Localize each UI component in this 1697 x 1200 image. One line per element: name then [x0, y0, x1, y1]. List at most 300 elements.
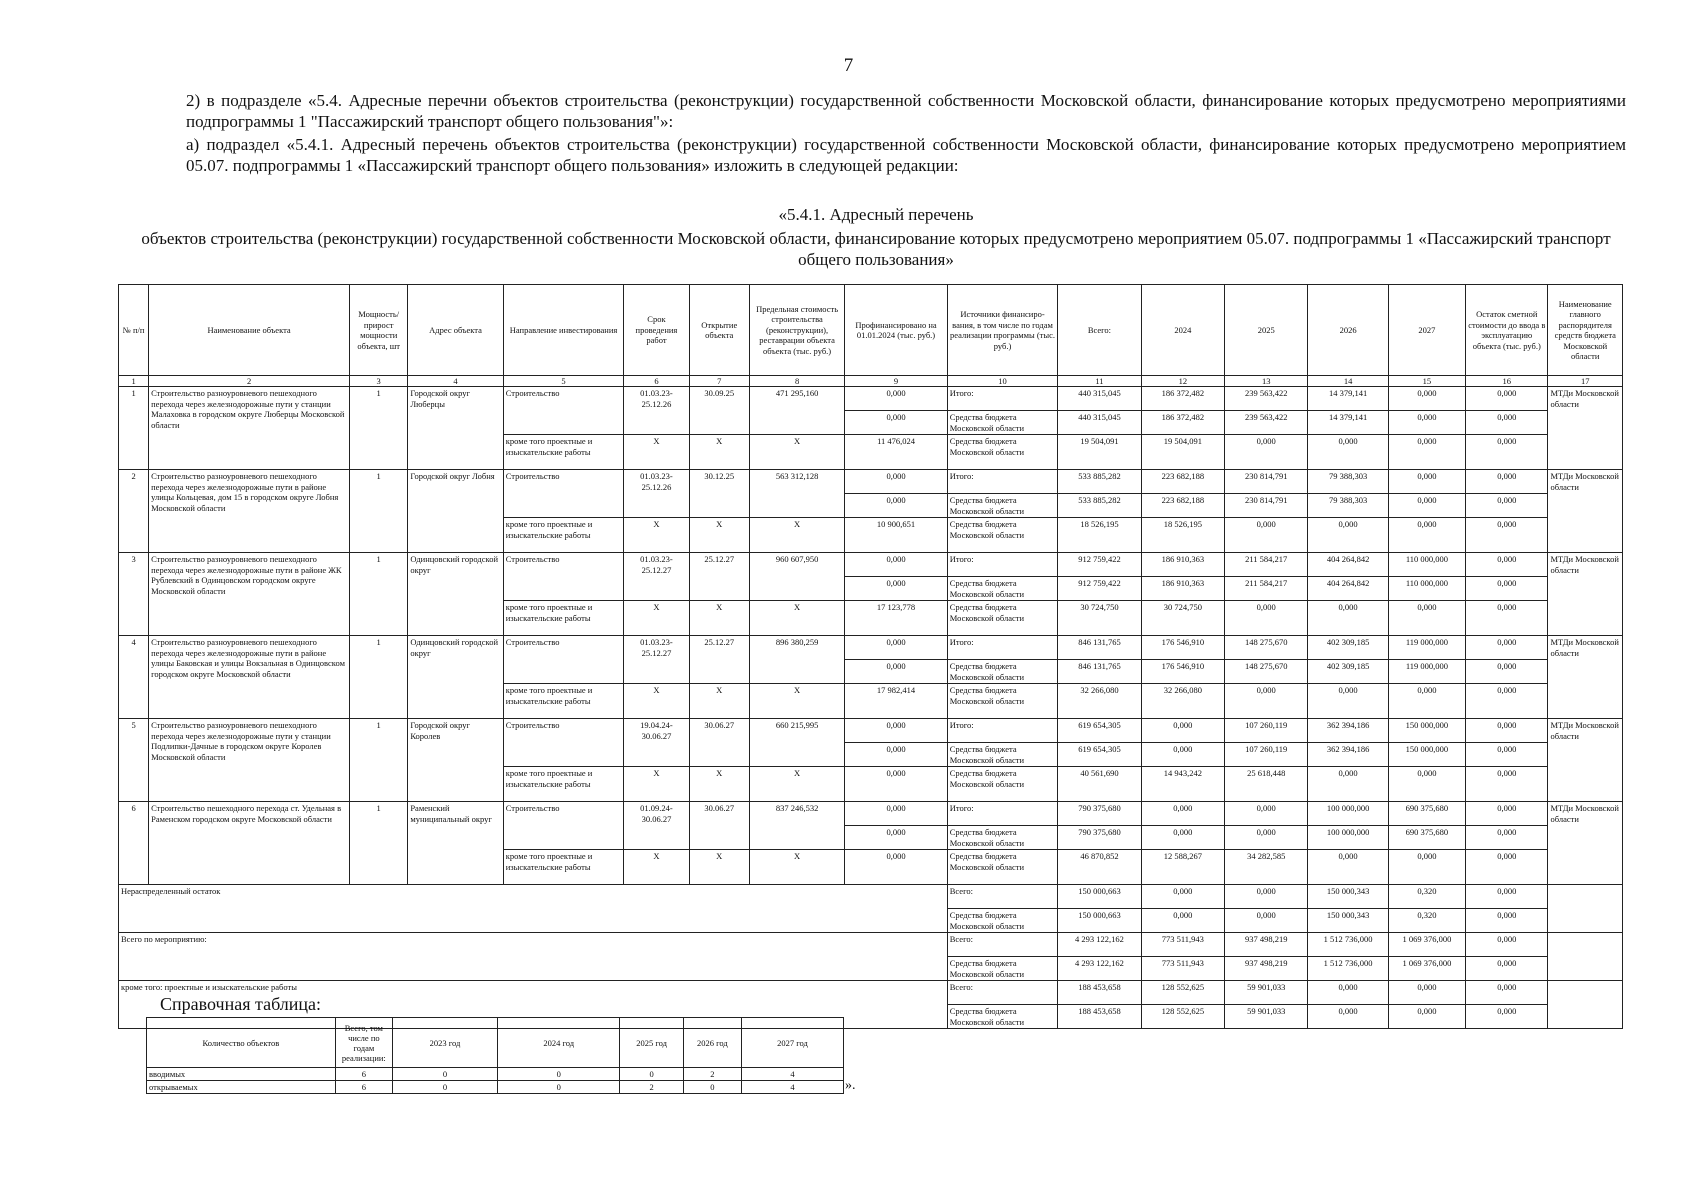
column-header: Наименование объекта [149, 285, 350, 376]
amount-cell: 0,000 [1466, 826, 1548, 850]
financed-amount: 0,000 [845, 660, 947, 684]
summary-label: Всего по мероприятию: [119, 933, 948, 981]
reference-value: 2 [683, 1068, 741, 1081]
amount-cell: 0,000 [1466, 518, 1548, 553]
work-period: 19.04.24-30.06.27 [624, 719, 689, 767]
reference-value: 0 [392, 1081, 497, 1094]
amount-cell: 14 379,141 [1308, 411, 1388, 435]
amount-cell: 0,000 [1388, 601, 1465, 636]
amount-cell: 119 000,000 [1388, 636, 1465, 660]
amount-cell: 362 394,186 [1308, 743, 1388, 767]
amount-cell: 19 504,091 [1141, 435, 1224, 470]
funding-source: Средства бюджета Московской области [947, 660, 1058, 684]
opening-date: 30.06.27 [689, 719, 749, 767]
amount-cell: 440 315,045 [1058, 387, 1141, 411]
amount-cell: 0,000 [1388, 684, 1465, 719]
reference-value: 0 [683, 1081, 741, 1094]
reference-row-label: вводимых [147, 1068, 336, 1081]
amount-cell: 0,320 [1388, 909, 1465, 933]
investment-direction: кроме того проектные и изыскательские работы [503, 601, 624, 636]
amount-cell: 0,000 [1388, 411, 1465, 435]
budget-manager: МТДи Московской области [1548, 553, 1623, 636]
investment-direction: кроме того проектные и изыскательские работы [503, 850, 624, 885]
financed-amount: 0,000 [845, 743, 947, 767]
financed-amount: 17 123,778 [845, 601, 947, 636]
funding-source: Всего: [947, 933, 1058, 957]
amount-cell: 0,000 [1388, 981, 1465, 1005]
amount-cell: 0,000 [1466, 553, 1548, 577]
budget-manager: МТДи Московской области [1548, 636, 1623, 719]
budget-manager: МТДи Московской области [1548, 802, 1623, 885]
object-name: Строительство разноуровневого пешеходного перехода через железнодорожные пути у станции Подлипки-Дачные в городском округе Королев Московской области [149, 719, 350, 802]
amount-cell: 0,000 [1141, 885, 1224, 909]
object-power: 1 [350, 802, 408, 885]
amount-cell: 4 293 122,162 [1058, 957, 1141, 981]
object-address: Городской округ Люберцы [408, 387, 503, 470]
amount-cell: 223 682,188 [1141, 494, 1224, 518]
object-name: Строительство пешеходного перехода ст. Удельная в Раменском городском округе Московской области [149, 802, 350, 885]
amount-cell: 46 870,852 [1058, 850, 1141, 885]
amount-cell: 362 394,186 [1308, 719, 1388, 743]
opening-date: 25.12.27 [689, 636, 749, 684]
work-period: 01.03.23-25.12.27 [624, 553, 689, 601]
amount-cell: 0,320 [1388, 885, 1465, 909]
limit-cost: 471 295,160 [749, 387, 844, 435]
funding-source: Всего: [947, 885, 1058, 909]
limit-cost: 896 380,259 [749, 636, 844, 684]
amount-cell: 186 910,363 [1141, 553, 1224, 577]
amount-cell: 440 315,045 [1058, 411, 1141, 435]
funding-source: Средства бюджета Московской области [947, 518, 1058, 553]
amount-cell: 211 584,217 [1225, 577, 1308, 601]
column-number-row [119, 376, 1623, 387]
amount-cell: 30 724,750 [1141, 601, 1224, 636]
column-header: 2024 [1141, 285, 1224, 376]
financed-amount: 0,000 [845, 553, 947, 577]
amount-cell: 690 375,680 [1388, 826, 1465, 850]
x-mark: X [689, 435, 749, 470]
investment-direction: Строительство [503, 636, 624, 684]
investment-direction: кроме того проектные и изыскательские работы [503, 518, 624, 553]
reference-column-header: 2025 год [620, 1018, 683, 1068]
amount-cell: 0,000 [1388, 518, 1465, 553]
column-number: 15 [1388, 376, 1465, 387]
amount-cell: 0,000 [1466, 933, 1548, 957]
amount-cell: 100 000,000 [1308, 826, 1388, 850]
amount-cell: 107 260,119 [1225, 743, 1308, 767]
amount-cell: 0,000 [1466, 802, 1548, 826]
budget-manager: МТДи Московской области [1548, 719, 1623, 802]
amount-cell: 0,000 [1141, 802, 1224, 826]
column-header: Направление инвестирования [503, 285, 624, 376]
amount-cell: 404 264,842 [1308, 577, 1388, 601]
x-mark: X [749, 684, 844, 719]
x-mark: X [689, 601, 749, 636]
object-row [119, 387, 1623, 411]
reference-row [147, 1081, 844, 1094]
x-mark: X [689, 684, 749, 719]
amount-cell: 148 275,670 [1225, 660, 1308, 684]
financed-amount: 0,000 [845, 387, 947, 411]
column-header: 2026 [1308, 285, 1388, 376]
amount-cell: 790 375,680 [1058, 802, 1141, 826]
work-period: 01.03.23-25.12.26 [624, 470, 689, 518]
amount-cell: 59 901,033 [1225, 1005, 1308, 1029]
amount-cell: 32 266,080 [1058, 684, 1141, 719]
amount-cell: 0,000 [1388, 767, 1465, 802]
amount-cell: 110 000,000 [1388, 577, 1465, 601]
object-address: Одинцовский городской округ [408, 553, 503, 636]
amount-cell: 0,000 [1141, 826, 1224, 850]
funding-source: Средства бюджета Московской области [947, 767, 1058, 802]
amount-cell: 211 584,217 [1225, 553, 1308, 577]
funding-source: Средства бюджета Московской области [947, 435, 1058, 470]
intro-text-1: 2) в подразделе «5.4. Адресные перечни объектов строительства (реконструкции) государственной собственности Московской области, финансирование которых предусмотрено мероприятиями подпрограммы 1 "Пассажирский транспорт общего пользования"»: [186, 91, 1626, 131]
object-row [119, 802, 1623, 826]
amount-cell: 176 546,910 [1141, 636, 1224, 660]
budget-manager: МТДи Московской области [1548, 387, 1623, 470]
object-address: Городской округ Лобня [408, 470, 503, 553]
amount-cell: 186 910,363 [1141, 577, 1224, 601]
financed-amount: 0,000 [845, 719, 947, 743]
x-mark: X [624, 684, 689, 719]
amount-cell: 150 000,000 [1388, 743, 1465, 767]
amount-cell: 1 069 376,000 [1388, 933, 1465, 957]
column-number: 10 [947, 376, 1058, 387]
opening-date: 30.12.25 [689, 470, 749, 518]
amount-cell: 0,000 [1466, 577, 1548, 601]
amount-cell: 188 453,658 [1058, 981, 1141, 1005]
work-period: 01.03.23-25.12.27 [624, 636, 689, 684]
amount-cell: 0,000 [1308, 767, 1388, 802]
column-header: Мощность/ прирост мощности объекта, шт [350, 285, 408, 376]
column-number: 13 [1225, 376, 1308, 387]
reference-value: 4 [741, 1081, 843, 1094]
amount-cell: 119 000,000 [1388, 660, 1465, 684]
amount-cell: 79 388,303 [1308, 494, 1388, 518]
amount-cell: 110 000,000 [1388, 553, 1465, 577]
reference-column-header: Количество объектов [147, 1018, 336, 1068]
funding-source: Средства бюджета Московской области [947, 826, 1058, 850]
amount-cell: 0,000 [1308, 601, 1388, 636]
investment-direction: Строительство [503, 553, 624, 601]
financed-amount: 0,000 [845, 577, 947, 601]
amount-cell: 0,000 [1466, 909, 1548, 933]
amount-cell: 0,000 [1225, 601, 1308, 636]
address-list-table [118, 284, 1623, 1029]
financed-amount: 0,000 [845, 636, 947, 660]
x-mark: X [749, 518, 844, 553]
amount-cell: 0,000 [1388, 1005, 1465, 1029]
amount-cell: 18 526,195 [1058, 518, 1141, 553]
amount-cell: 4 293 122,162 [1058, 933, 1141, 957]
amount-cell: 12 588,267 [1141, 850, 1224, 885]
financed-amount: 17 982,414 [845, 684, 947, 719]
amount-cell: 223 682,188 [1141, 470, 1224, 494]
amount-cell: 14 379,141 [1308, 387, 1388, 411]
column-number: 1 [119, 376, 149, 387]
funding-source: Средства бюджета Московской области [947, 494, 1058, 518]
amount-cell: 402 309,185 [1308, 660, 1388, 684]
budget-manager: МТДи Московской области [1548, 470, 1623, 553]
reference-column-header: 2026 год [683, 1018, 741, 1068]
financed-amount: 0,000 [845, 850, 947, 885]
column-number: 8 [749, 376, 844, 387]
amount-cell: 230 814,791 [1225, 470, 1308, 494]
object-name: Строительство разноуровневого пешеходного перехода через железнодорожные пути в районе ЖК Рублевский в Одинцовском городском округе Московской области [149, 553, 350, 636]
financed-amount: 11 476,024 [845, 435, 947, 470]
column-number: 11 [1058, 376, 1141, 387]
column-header: Всего: [1058, 285, 1141, 376]
amount-cell: 0,000 [1225, 885, 1308, 909]
opening-date: 30.06.27 [689, 802, 749, 850]
table-header-row [119, 285, 1623, 376]
amount-cell: 0,000 [1308, 518, 1388, 553]
object-power: 1 [350, 719, 408, 802]
amount-cell: 0,000 [1225, 802, 1308, 826]
funding-source: Средства бюджета Московской области [947, 411, 1058, 435]
funding-source: Итого: [947, 802, 1058, 826]
funding-source: Средства бюджета Московской области [947, 957, 1058, 981]
amount-cell: 0,000 [1141, 743, 1224, 767]
funding-source: Средства бюджета Московской области [947, 1005, 1058, 1029]
funding-source: Итого: [947, 719, 1058, 743]
amount-cell: 0,000 [1388, 435, 1465, 470]
object-row [119, 553, 1623, 577]
amount-cell: 0,000 [1388, 850, 1465, 885]
object-number: 4 [119, 636, 149, 719]
amount-cell: 34 282,585 [1225, 850, 1308, 885]
object-row [119, 470, 1623, 494]
amount-cell: 18 526,195 [1141, 518, 1224, 553]
reference-value: 2 [620, 1081, 683, 1094]
amount-cell: 0,000 [1466, 660, 1548, 684]
object-power: 1 [350, 553, 408, 636]
column-header: Адрес объекта [408, 285, 503, 376]
amount-cell: 59 901,033 [1225, 981, 1308, 1005]
amount-cell: 230 814,791 [1225, 494, 1308, 518]
amount-cell: 150 000,343 [1308, 909, 1388, 933]
reference-row [147, 1068, 844, 1081]
x-mark: X [749, 601, 844, 636]
reference-value: 4 [741, 1068, 843, 1081]
amount-cell: 0,000 [1308, 981, 1388, 1005]
column-number: 4 [408, 376, 503, 387]
column-number: 12 [1141, 376, 1224, 387]
reference-column-header: 2024 год [498, 1018, 620, 1068]
x-mark: X [689, 518, 749, 553]
financed-amount: 0,000 [845, 826, 947, 850]
object-number: 3 [119, 553, 149, 636]
reference-table-label: Справочная таблица: [160, 994, 322, 1014]
object-row [119, 636, 1623, 660]
object-row [119, 719, 1623, 743]
amount-cell: 0,000 [1466, 719, 1548, 743]
object-number: 6 [119, 802, 149, 885]
amount-cell: 0,000 [1466, 494, 1548, 518]
amount-cell: 1 069 376,000 [1388, 957, 1465, 981]
page-number: 7 [843, 55, 854, 76]
x-mark: X [624, 518, 689, 553]
reference-row-label: открываемых [147, 1081, 336, 1094]
column-number: 7 [689, 376, 749, 387]
amount-cell: 619 654,305 [1058, 719, 1141, 743]
work-period: 01.09.24-30.06.27 [624, 802, 689, 850]
x-mark: X [624, 601, 689, 636]
column-number: 14 [1308, 376, 1388, 387]
reference-value: 0 [620, 1068, 683, 1081]
reference-column-header: Всего, том числе по годам реализации: [335, 1018, 392, 1068]
amount-cell: 619 654,305 [1058, 743, 1141, 767]
column-header: Профинансировано на 01.01.2024 (тыс. руб.) [845, 285, 947, 376]
amount-cell: 533 885,282 [1058, 470, 1141, 494]
amount-cell: 912 759,422 [1058, 553, 1141, 577]
amount-cell: 0,000 [1388, 470, 1465, 494]
amount-cell: 150 000,000 [1388, 719, 1465, 743]
amount-cell: 0,000 [1466, 767, 1548, 802]
empty-cell [1548, 933, 1623, 981]
amount-cell: 1 512 736,000 [1308, 933, 1388, 957]
x-mark: X [624, 767, 689, 802]
column-header: 2025 [1225, 285, 1308, 376]
amount-cell: 150 000,663 [1058, 909, 1141, 933]
funding-source: Средства бюджета Московской области [947, 743, 1058, 767]
amount-cell: 0,000 [1466, 981, 1548, 1005]
amount-cell: 0,000 [1466, 387, 1548, 411]
object-number: 1 [119, 387, 149, 470]
funding-source: Средства бюджета Московской области [947, 577, 1058, 601]
column-header: Срок проведения работ [624, 285, 689, 376]
amount-cell: 0,000 [1466, 636, 1548, 660]
reference-value: 0 [498, 1068, 620, 1081]
x-mark: X [749, 850, 844, 885]
amount-cell: 1 512 736,000 [1308, 957, 1388, 981]
amount-cell: 239 563,422 [1225, 411, 1308, 435]
funding-source: Итого: [947, 636, 1058, 660]
amount-cell: 402 309,185 [1308, 636, 1388, 660]
column-number: 17 [1548, 376, 1623, 387]
amount-cell: 773 511,943 [1141, 933, 1224, 957]
funding-source: Средства бюджета Московской области [947, 909, 1058, 933]
financed-amount: 0,000 [845, 470, 947, 494]
amount-cell: 150 000,663 [1058, 885, 1141, 909]
closing-quote: ». [845, 1078, 856, 1093]
amount-cell: 148 275,670 [1225, 636, 1308, 660]
column-number: 2 [149, 376, 350, 387]
empty-cell [1548, 885, 1623, 933]
amount-cell: 100 000,000 [1308, 802, 1388, 826]
amount-cell: 0,000 [1225, 518, 1308, 553]
column-header: 2027 [1388, 285, 1465, 376]
work-period: 01.03.23-25.12.26 [624, 387, 689, 435]
column-number: 6 [624, 376, 689, 387]
amount-cell: 186 372,482 [1141, 387, 1224, 411]
funding-source: Средства бюджета Московской области [947, 850, 1058, 885]
amount-cell: 533 885,282 [1058, 494, 1141, 518]
limit-cost: 660 215,995 [749, 719, 844, 767]
empty-cell [1548, 981, 1623, 1029]
object-number: 2 [119, 470, 149, 553]
column-header: № п/п [119, 285, 149, 376]
x-mark: X [689, 767, 749, 802]
amount-cell: 30 724,750 [1058, 601, 1141, 636]
section-title-line-1: «5.4.1. Адресный перечень [778, 205, 974, 224]
x-mark: X [749, 767, 844, 802]
object-name: Строительство разноуровневого пешеходного перехода через железнодорожные пути в районе улицы Кольцевая, дом 15 в городском округе Лобня Московской области [149, 470, 350, 553]
amount-cell: 0,000 [1466, 743, 1548, 767]
amount-cell: 25 618,448 [1225, 767, 1308, 802]
amount-cell: 0,000 [1466, 885, 1548, 909]
amount-cell: 79 388,303 [1308, 470, 1388, 494]
reference-header-row [147, 1018, 844, 1068]
x-mark: X [749, 435, 844, 470]
amount-cell: 773 511,943 [1141, 957, 1224, 981]
amount-cell: 0,000 [1466, 850, 1548, 885]
amount-cell: 107 260,119 [1225, 719, 1308, 743]
amount-cell: 186 372,482 [1141, 411, 1224, 435]
amount-cell: 690 375,680 [1388, 802, 1465, 826]
financed-amount: 0,000 [845, 411, 947, 435]
financed-amount: 0,000 [845, 767, 947, 802]
amount-cell: 0,000 [1308, 435, 1388, 470]
amount-cell: 0,000 [1388, 494, 1465, 518]
column-number: 16 [1466, 376, 1548, 387]
financed-amount: 10 900,651 [845, 518, 947, 553]
amount-cell: 188 453,658 [1058, 1005, 1141, 1029]
funding-source: Средства бюджета Московской области [947, 601, 1058, 636]
section-title-line-2: объектов строительства (реконструкции) государственной собственности Московской области, финансирование которых предусмотрено мероприятием 05.07. подпрограммы 1 «Пассажирский транспорт общего пользования» [141, 229, 1611, 269]
amount-cell: 404 264,842 [1308, 553, 1388, 577]
column-header: Открытие объекта [689, 285, 749, 376]
x-mark: X [624, 850, 689, 885]
amount-cell: 0,000 [1466, 1005, 1548, 1029]
investment-direction: Строительство [503, 719, 624, 767]
object-address: Городской округ Королев [408, 719, 503, 802]
amount-cell: 128 552,625 [1141, 981, 1224, 1005]
amount-cell: 790 375,680 [1058, 826, 1141, 850]
intro-paragraph-2 [126, 134, 1626, 176]
funding-source: Итого: [947, 553, 1058, 577]
funding-source: Итого: [947, 470, 1058, 494]
amount-cell: 0,000 [1225, 435, 1308, 470]
amount-cell: 0,000 [1225, 909, 1308, 933]
column-header: Предельная стоимость строительства (реконструкции), реставрации объекта объекта (тыс. руб.) [749, 285, 844, 376]
funding-source: Средства бюджета Московской области [947, 684, 1058, 719]
amount-cell: 846 131,765 [1058, 660, 1141, 684]
reference-value: 6 [335, 1068, 392, 1081]
amount-cell: 937 498,219 [1225, 957, 1308, 981]
amount-cell: 0,000 [1466, 957, 1548, 981]
object-power: 1 [350, 470, 408, 553]
amount-cell: 239 563,422 [1225, 387, 1308, 411]
amount-cell: 912 759,422 [1058, 577, 1141, 601]
financed-amount: 0,000 [845, 802, 947, 826]
amount-cell: 14 943,242 [1141, 767, 1224, 802]
object-address: Одинцовский городской округ [408, 636, 503, 719]
amount-cell: 0,000 [1141, 719, 1224, 743]
amount-cell: 0,000 [1466, 601, 1548, 636]
reference-column-header: 2027 год [741, 1018, 843, 1068]
funding-source: Итого: [947, 387, 1058, 411]
summary-label: кроме того: проектные и изыскательские работы [119, 981, 948, 1029]
funding-source: Всего: [947, 981, 1058, 1005]
amount-cell: 0,000 [1225, 826, 1308, 850]
object-name: Строительство разноуровневого пешеходного перехода через железнодорожные пути в районе улицы Баковская и улицы Вокзальная в Одинцовском городском округе Московской области [149, 636, 350, 719]
column-header: Наименование главного распорядителя средств бюджета Московской области [1548, 285, 1623, 376]
amount-cell: 150 000,343 [1308, 885, 1388, 909]
reference-value: 6 [335, 1081, 392, 1094]
summary-row [119, 933, 1623, 957]
